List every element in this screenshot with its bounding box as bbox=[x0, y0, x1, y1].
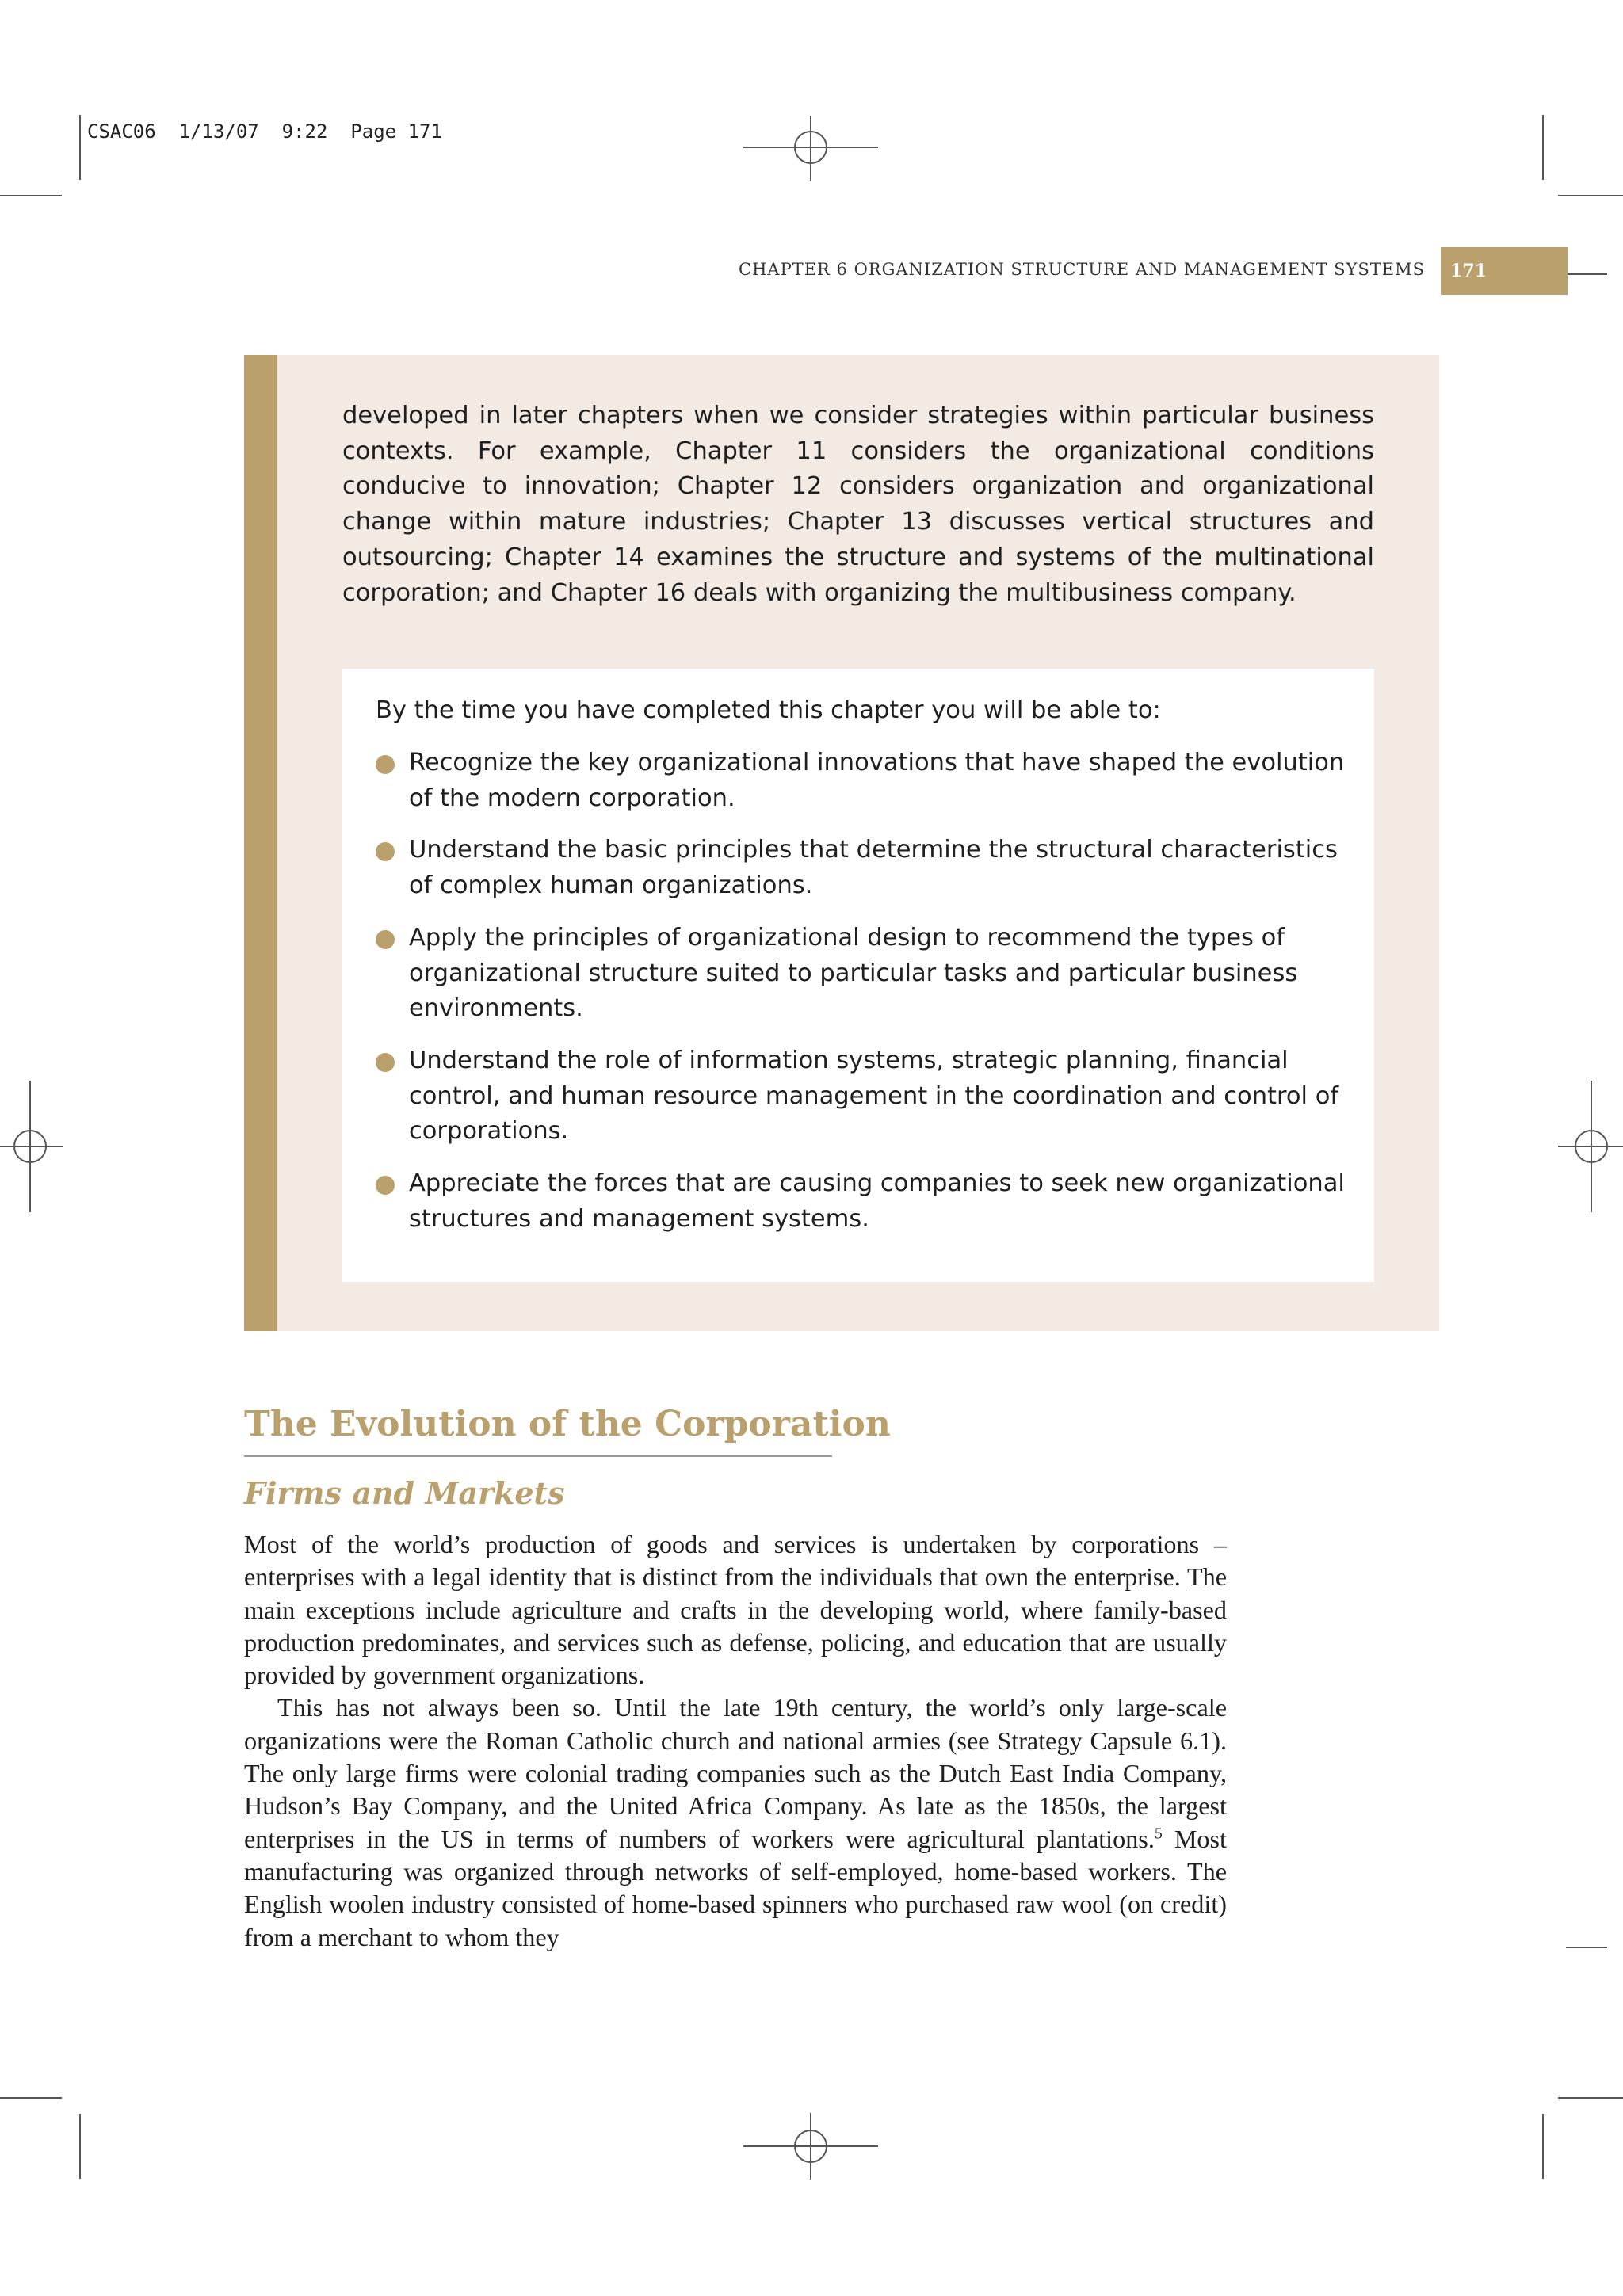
list-item-text: Understand the role of information systems, strategic planning, financial control, and human resource management in the coordination and control of corporations. bbox=[409, 1046, 1339, 1146]
list-item-text: Understand the basic principles that determine the structural characteristics of complex human organizations. bbox=[409, 836, 1338, 900]
footnote-ref: 5 bbox=[1154, 1824, 1163, 1842]
section-heading: The Evolution of the Corporation bbox=[244, 1404, 891, 1444]
learning-objectives-lead: By the time you have completed this chapter you will be able to: bbox=[376, 696, 1161, 724]
section-heading-rule bbox=[244, 1455, 832, 1457]
bullet-icon bbox=[376, 842, 395, 861]
registration-mark-bottom bbox=[743, 2113, 878, 2180]
list-item bbox=[376, 921, 1358, 1027]
registration-mark-left bbox=[0, 1081, 63, 1212]
list-item bbox=[376, 746, 1358, 816]
crop-mark bbox=[79, 115, 81, 180]
paragraph bbox=[244, 1691, 1227, 1953]
list-item bbox=[376, 1166, 1358, 1237]
paragraph: Most of the world’s production of goods and services is undertaken by corporations – enterprises with a legal identity that is distinct from the individuals that own the enterprise. The main exceptions include agriculture and crafts in the developing world, where family-based production predominates, and services such as defense, policing, and education that are usually provided by government organizations. bbox=[244, 1530, 1227, 1690]
list-item-text: Recognize the key organizational innovations that have shaped the evolution of the modern corporation. bbox=[409, 749, 1345, 812]
crop-mark bbox=[0, 195, 62, 196]
objectives-accent-bar bbox=[244, 355, 277, 1331]
body-text bbox=[244, 1528, 1227, 1954]
running-head: CHAPTER 6 ORGANIZATION STRUCTURE AND MANAGEMENT SYSTEMS bbox=[739, 260, 1425, 279]
list-item bbox=[376, 833, 1358, 903]
list-item-text: Apply the principles of organizational design to recommend the types of organizational structure suited to particular tasks and particular business environments. bbox=[409, 923, 1298, 1023]
crop-mark bbox=[79, 2114, 81, 2179]
bullet-icon bbox=[376, 1176, 395, 1195]
crop-mark bbox=[1542, 115, 1544, 180]
registration-mark-right bbox=[1558, 1081, 1623, 1212]
bullet-icon bbox=[376, 755, 395, 774]
bullet-icon bbox=[376, 1053, 395, 1072]
registration-mark-top bbox=[743, 116, 878, 181]
crop-mark bbox=[1558, 195, 1623, 196]
learning-objectives-list bbox=[376, 746, 1358, 1253]
objectives-intro-text: developed in later chapters when we consider strategies within particular business contexts. For example, Chapter 11 considers the organizational conditions conducive to innovation; Chapter 12 considers organization and organizational change within mature industries; Chapter 13 discusses vertical structures and outsourcing; Chapter 14 examines the structure and systems of the multinational corporation; and Chapter 16 deals with organizing the multibusiness company. bbox=[342, 402, 1374, 607]
crop-mark bbox=[1558, 2097, 1623, 2099]
list-item bbox=[376, 1043, 1358, 1150]
crop-mark bbox=[0, 2097, 62, 2099]
bullet-icon bbox=[376, 930, 395, 949]
subsection-heading: Firms and Markets bbox=[244, 1475, 565, 1511]
crop-mark bbox=[1566, 1947, 1607, 1948]
page-number: 171 bbox=[1441, 247, 1568, 295]
list-item-text: Appreciate the forces that are causing companies to seek new organizational structures and management systems. bbox=[409, 1169, 1345, 1233]
paragraph-text: Most manufacturing was organized through networks of self-employed, home-based workers. The English woolen industry consisted of home-based spinners who purchased raw wool (on credit) from a merchant to whom they bbox=[244, 1824, 1227, 1951]
crop-mark bbox=[1542, 2114, 1544, 2179]
crop-mark bbox=[1566, 273, 1607, 275]
print-slug: CSAC06 1/13/07 9:22 Page 171 bbox=[87, 120, 442, 143]
paragraph-text: This has not always been so. Until the late 19th century, the world’s only large-scale organizations were the Roman Catholic church and national armies (see Strategy Capsule 6.1). The only large firms were colonial trading companies such as the Dutch East India Company, Hudson’s Bay Company, and the United Africa Company. As late as the 1850s, the largest enterprises in the US in terms of numbers of workers were agricultural plantations. bbox=[244, 1693, 1227, 1853]
